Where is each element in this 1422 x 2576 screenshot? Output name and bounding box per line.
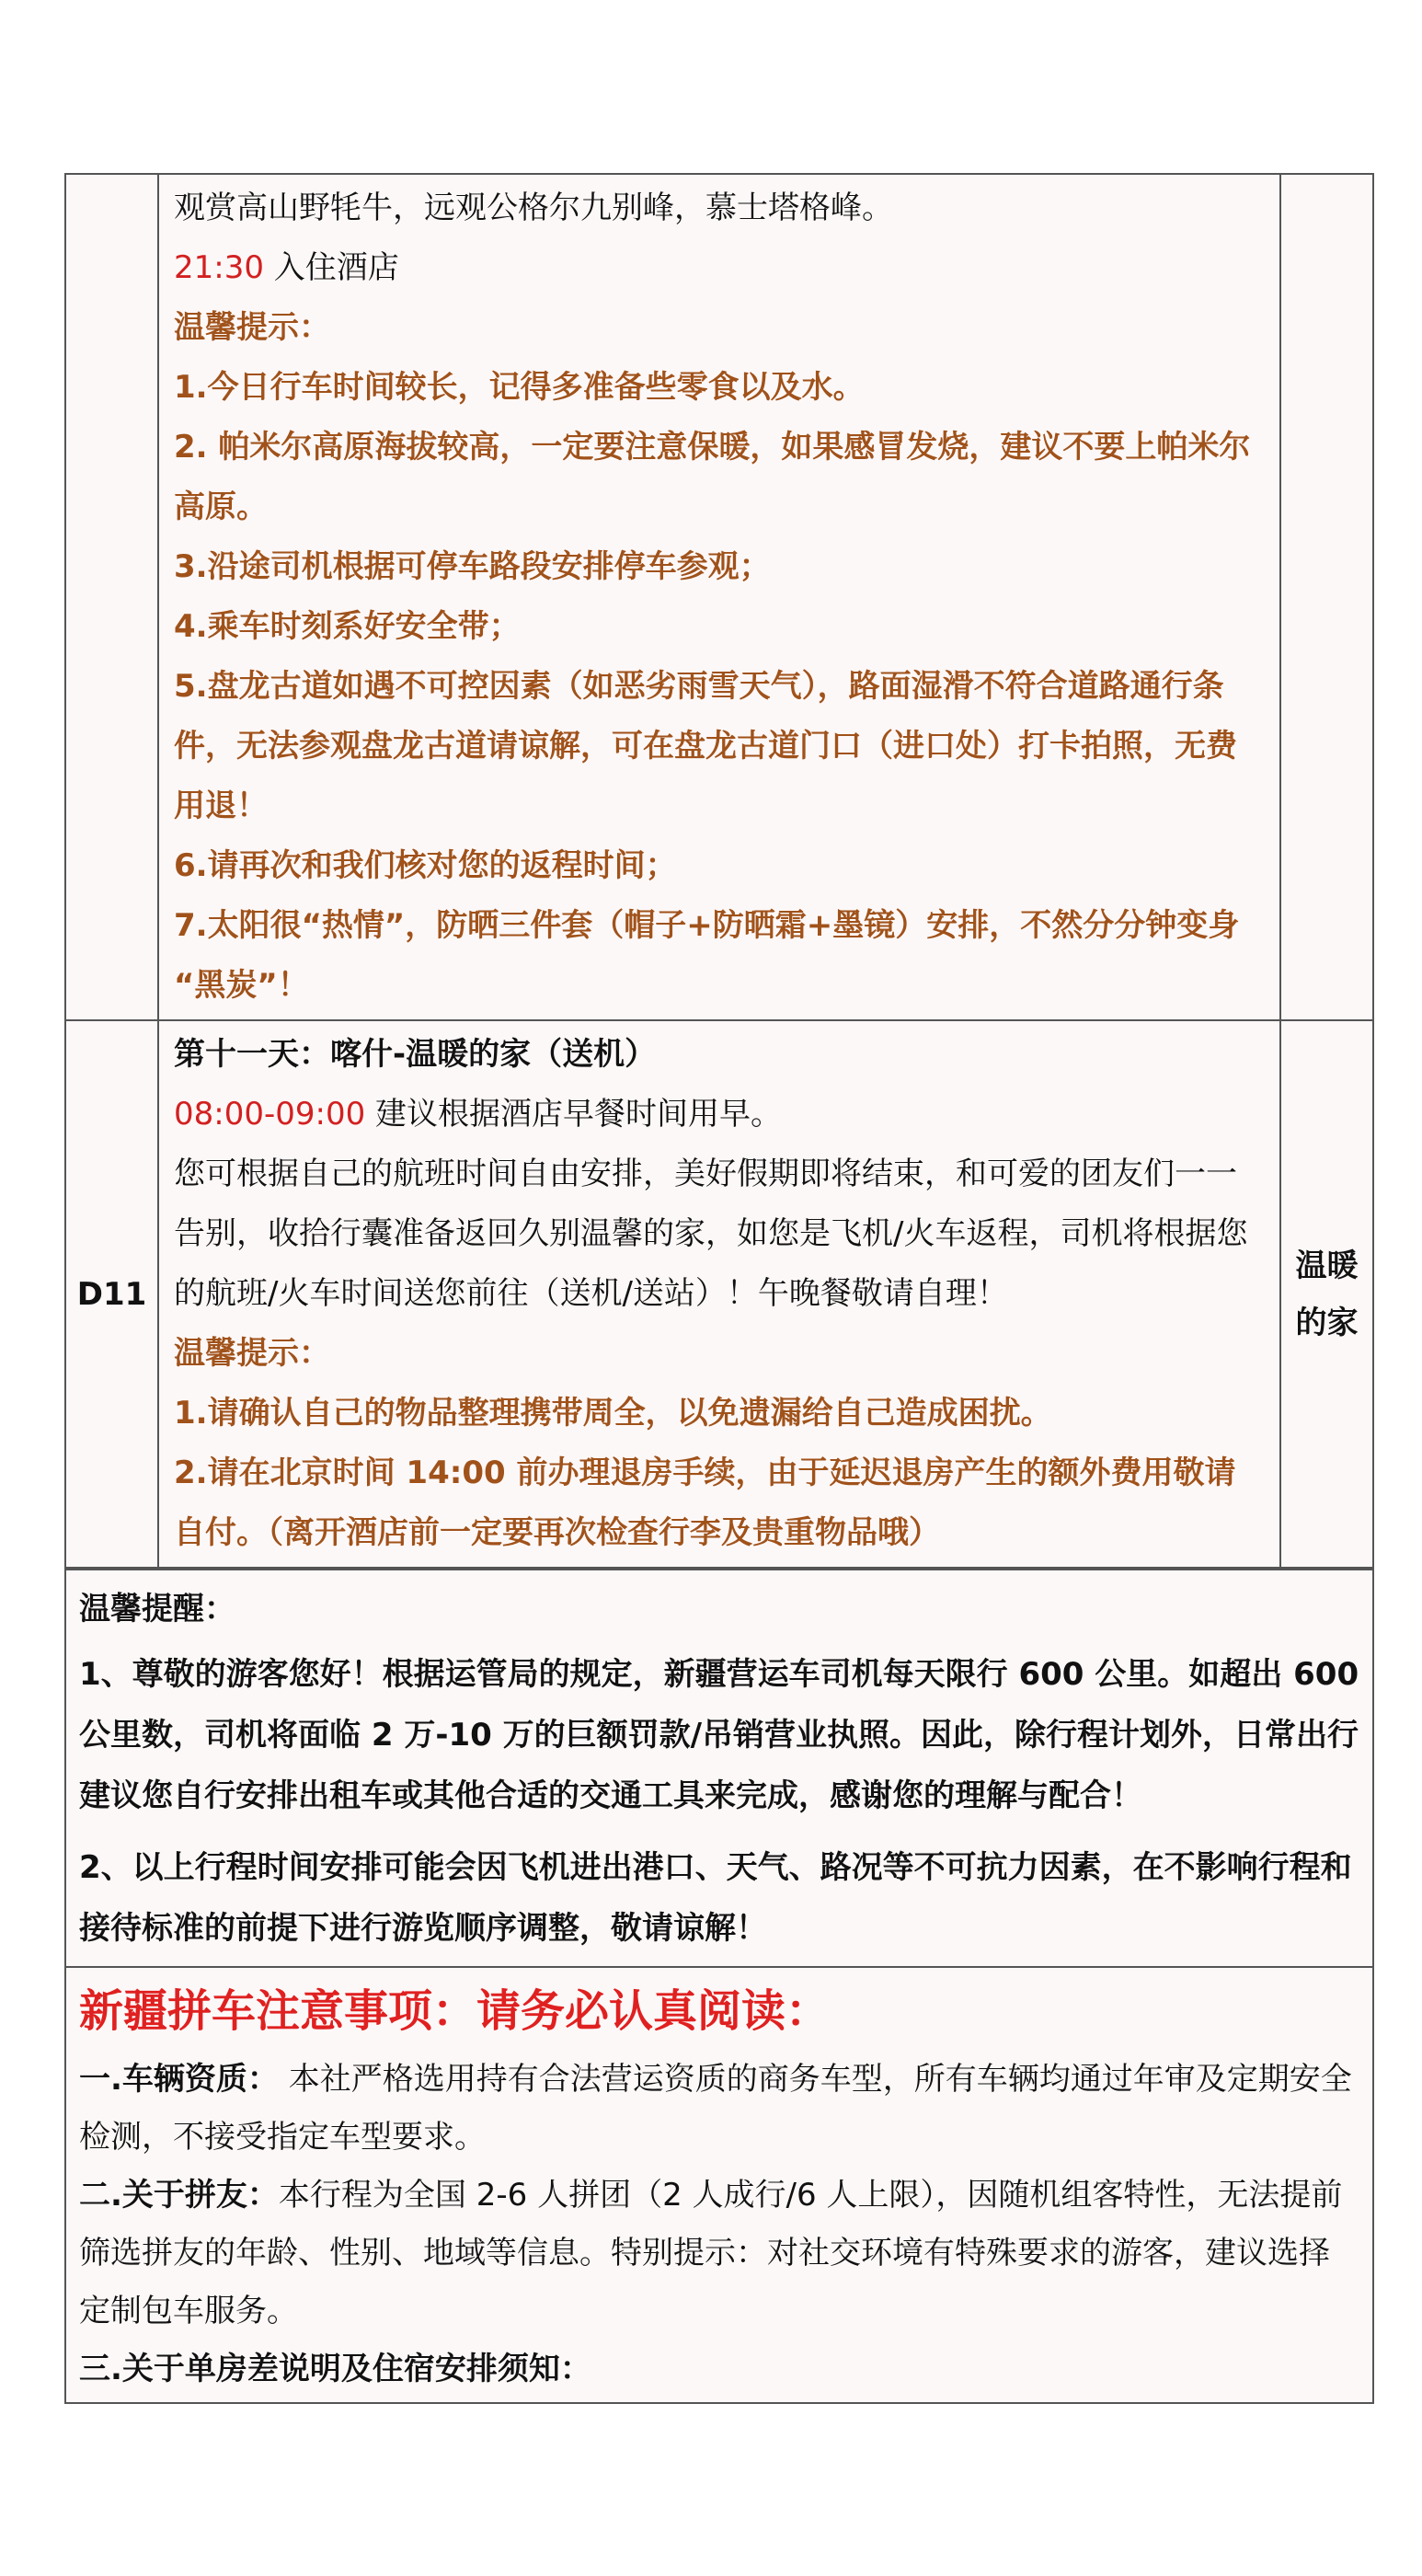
reminder-item-2: 2、以上行程时间安排可能会因飞机进出港口、天气、路况等不可抗力因素，在不影响行程和接待标准的前提下进行游览顺序调整，敬请谅解！	[79, 1849, 1352, 1947]
itinerary-document	[64, 173, 1374, 2404]
d10-tip-2: 2. 帕米尔高原海拔较高，一定要注意保暖，如果感冒发烧，建议不要上帕米尔高原。	[174, 429, 1251, 525]
d10-content-cell	[158, 175, 1280, 1020]
carpool-title: 新疆拼车注意事项：请务必认真阅读：	[79, 1985, 831, 2037]
d11-body: 您可根据自己的航班时间自由安排，美好假期即将结束，和可爱的团友们一一告别，收拾行囊准备返回久别温馨的家，如您是飞机/火车返程，司机将根据您的航班/火车时间送您前往（送机/送站）！午晚餐敬请自理！	[174, 1156, 1248, 1312]
itinerary-table	[66, 175, 1372, 1569]
accommodation-cell-empty	[1280, 175, 1372, 1020]
d10-tip-1: 1.今日行车时间较长，记得多准备些零食以及水。	[174, 369, 865, 406]
d11-title: 第十一天：喀什-温暖的家（送机）	[174, 1036, 657, 1073]
d10-line: 观赏高山野牦牛，远观公格尔九别峰，慕士塔格峰。	[174, 190, 893, 226]
day-cell-empty	[66, 175, 158, 1020]
d10-tip-7: 7.太阳很“热情”，防晒三件套（帽子+防晒霜+墨镜）安排，不然分分钟变身 “黑炭”！	[174, 907, 1240, 1004]
carpool-item-3-label: 三.关于单房差说明及住宿安排须知：	[79, 2351, 591, 2387]
accommodation-cell-d11	[1280, 1020, 1372, 1568]
reminder-section	[66, 1569, 1372, 1966]
d11-time-line	[174, 1085, 1265, 1144]
d10-tip-4: 4.乘车时刻系好安全带；	[174, 608, 521, 645]
carpool-section	[66, 1966, 1372, 2402]
table-row-d10	[66, 175, 1372, 1020]
d10-tip-5: 5.盘龙古道如遇不可控因素（如恶劣雨雪天气），路面湿滑不符合道路通行条件，无法参观盘龙古道请谅解，可在盘龙古道门口（进口处）打卡拍照，无费用退！	[174, 668, 1237, 824]
d10-hotel-text: 入住酒店	[263, 249, 399, 286]
d10-tip-6: 6.请再次和我们核对您的返程时间；	[174, 847, 677, 884]
d11-tip-title: 温馨提示：	[174, 1335, 330, 1372]
d11-tip-1: 1.请确认自己的物品整理携带周全，以免遗漏给自己造成困扰。	[174, 1395, 1052, 1432]
carpool-item-2-label: 二.关于拼友：	[79, 2177, 279, 2214]
reminder-item-1: 1、尊敬的游客您好！根据运管局的规定，新疆营运车司机每天限行 600 公里。如超出 600 公里数，司机将面临 2 万-10 万的巨额罚款/吊销营业执照。因此，除行程计划外，日常出行建议您自行安排出租车或其他合适的交通工具来完成，感谢您的理解与配合！	[79, 1656, 1359, 1814]
carpool-item-1-label: 一.车辆资质：	[79, 2061, 279, 2098]
d11-time-text: 建议根据酒店早餐时间用早。	[365, 1096, 783, 1133]
d11-content-cell	[158, 1020, 1280, 1568]
carpool-item-2-text: 本行程为全国 2-6 人拼团（2 人成行/6 人上限），因随机组客特性，无法提前筛选拼友的年龄、性别、地域等信息。特别提示：对社交环境有特殊要求的游客，建议选择定制包车服务。	[79, 2177, 1343, 2329]
accommodation-line-2: 的家	[1295, 1304, 1359, 1341]
carpool-item-1-text: 本社严格选用持有合法营运资质的商务车型，所有车辆均通过年审及定期安全检测，不接受指定车型要求。	[79, 2061, 1352, 2156]
d11-tip-2: 2.请在北京时间 14:00 前办理退房手续，由于延迟退房产生的额外费用敬请自付。（离开酒店前一定要再次检查行李及贵重物品哦）	[174, 1455, 1236, 1551]
carpool-item-3	[79, 2340, 1359, 2398]
day-label-d11: D11	[66, 1020, 158, 1568]
d10-tip-title: 温馨提示：	[174, 309, 330, 346]
d10-hotel-time: 21:30	[174, 249, 264, 286]
accommodation-line-1: 温暖	[1295, 1247, 1359, 1284]
table-row-d11	[66, 1020, 1372, 1568]
carpool-item-1	[79, 2051, 1359, 2167]
d10-tip-3: 3.沿途司机根据可停车路段安排停车参观；	[174, 548, 771, 585]
carpool-item-2	[79, 2167, 1359, 2340]
d10-hotel-line	[174, 238, 1265, 298]
d11-time: 08:00-09:00	[174, 1096, 366, 1133]
reminder-title: 温馨提醒：	[79, 1591, 235, 1627]
